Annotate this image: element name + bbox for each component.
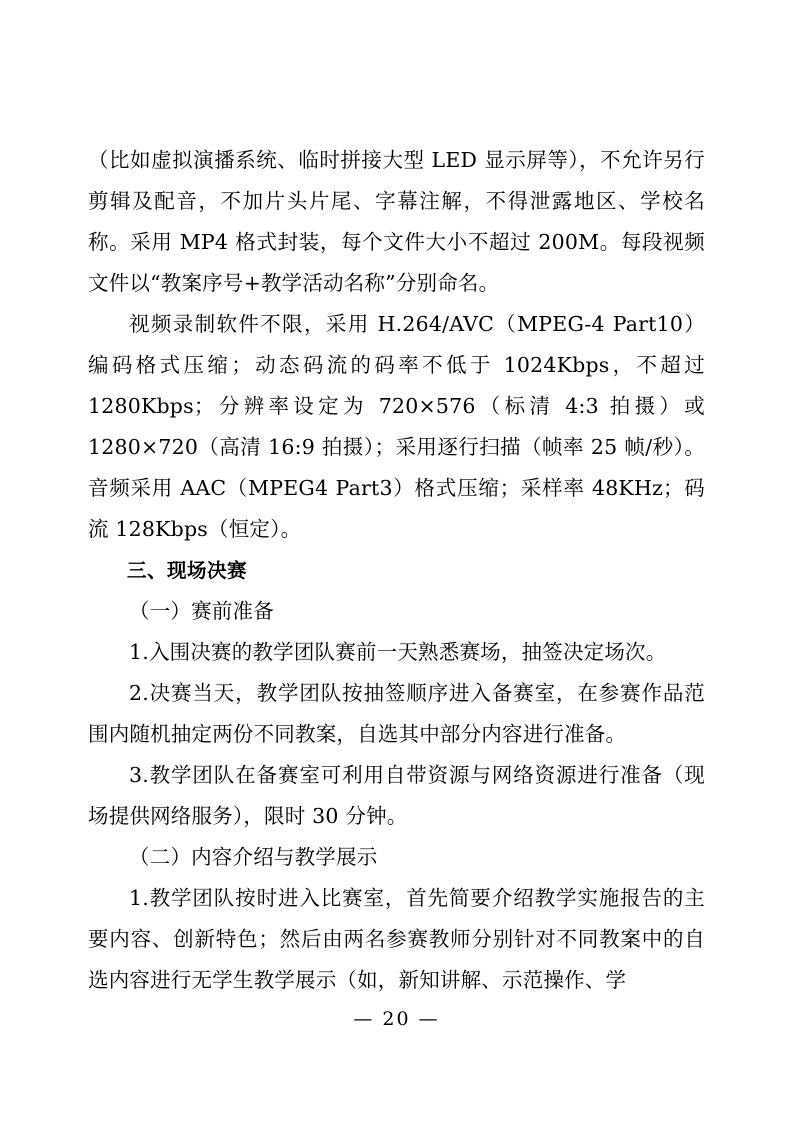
document-body [88,140,705,1001]
subsection-heading-2: （二）内容介绍与教学展示 [129,845,378,869]
paragraph-6: 1.教学团队按时进入比赛室，首先简要介绍教学实施报告的主要内容、创新特色；然后由两名参赛教师分别针对不同教案中的自选内容进行无学生教学展示（如，新知讲解、示范操作、学 [88,886,705,992]
page-number: — 20 — [353,1008,440,1030]
paragraph-5: 3.教学团队在备赛室可利用自带资源与网络资源进行准备（现场提供网络服务），限时 30 分钟。 [88,763,705,828]
section-heading-3: 三、现场决赛 [127,559,248,582]
subsection-heading-1: （一）赛前准备 [129,599,274,623]
paragraph-3: 1.入围决赛的教学团队赛前一天熟悉赛场，抽签决定场次。 [129,640,667,664]
paragraph-4: 2.决赛当天，教学团队按抽签顺序进入备赛室，在参赛作品范围内随机抽定两份不同教案，自选其中部分内容进行准备。 [88,681,705,746]
paragraph-1: （比如虚拟演播系统、临时拼接大型 LED 显示屏等），不允许另行剪辑及配音，不加片头片尾、字幕注解，不得泄露地区、学校名称。采用 MP4 格式封装，每个文件大小不超过 200M。每段视频文件以“教案序号+教学活动名称”分别命名。 [88,148,705,295]
paragraph-2: 视频录制软件不限，采用 H.264/AVC（MPEG-4 Part10）编码格式压缩；动态码流的码率不低于 1024Kbps，不超过 1280Kbps；分辨率设定为 720×576（标清 4:3 拍摄）或 1280×720（高清 16:9 拍摄）；采用逐行扫描（帧率 25 帧/秒）。音频采用 AAC（MPEG4 Part3）格式压缩；采样率 48KHz；码流 128Kbps（恒定）。 [88,312,705,541]
